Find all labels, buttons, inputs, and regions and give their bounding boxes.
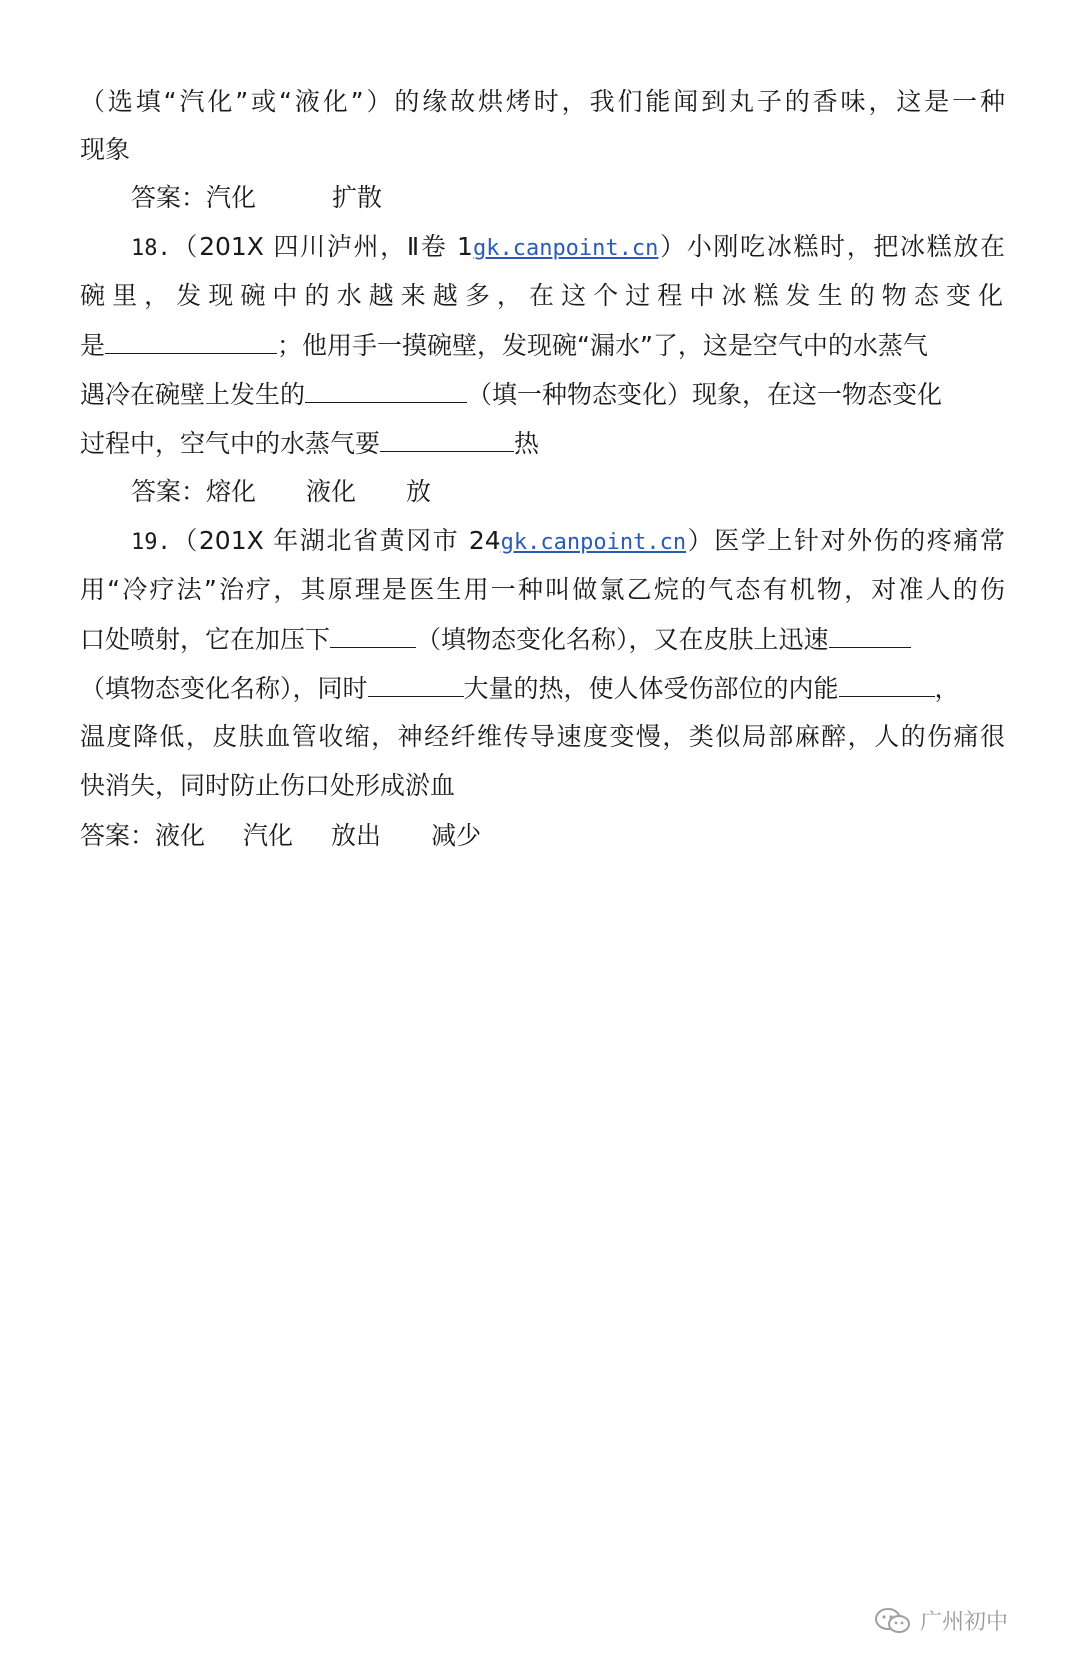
answer-17 [131, 182, 1005, 214]
question-17-text-end: 现象 [80, 135, 131, 164]
answer-value: 汽化 [243, 821, 294, 850]
question-source: （201X 四川泸州，Ⅱ卷 1 [170, 232, 473, 261]
answer-blank[interactable] [380, 427, 514, 452]
question-19-line-2 [80, 574, 1005, 606]
question-19-line-5 [80, 721, 1005, 753]
question-18-line-3 [80, 329, 1005, 362]
answer-blank[interactable] [305, 378, 467, 403]
question-text: 温度降低，皮肤血管收缩，神经纤维传导速度变慢，类似局部麻醉，人的伤痛很 [80, 722, 1005, 751]
question-18-line-1 [131, 231, 1005, 265]
answer-value: 液化 [306, 477, 357, 506]
question-text: 口处喷射，它在加压下 [80, 625, 331, 654]
answer-value: 汽化 [206, 183, 257, 212]
answer-blank[interactable] [105, 329, 277, 354]
question-17-text: （选填“汽化”或“液化”）的缘故烘烤时，我们能闻到丸子的香味，这是一种 [80, 87, 1005, 116]
question-17-continuation-line-1 [80, 86, 1005, 118]
answer-value: 扩散 [332, 183, 383, 212]
answer-label: 答案： [131, 183, 207, 212]
question-18-line-4 [80, 378, 1005, 411]
question-19-line-6 [80, 770, 1005, 802]
question-text: 是 [80, 331, 106, 360]
wechat-icon [874, 1607, 912, 1635]
answer-blank[interactable] [829, 623, 911, 648]
question-18-line-2 [80, 280, 1005, 312]
answer-value: 放 [406, 477, 432, 506]
question-text: 大量的热，使人体受伤部位的内能 [463, 674, 839, 703]
source-link[interactable]: gk.canpoint.cn [472, 236, 659, 261]
question-text: 快消失，同时防止伤口处形成淤血 [80, 771, 456, 800]
question-19-line-1 [131, 525, 1005, 559]
answer-label: 答案： [80, 821, 156, 850]
watermark-text: 广州初中 [919, 1610, 1008, 1635]
question-source: （201X 年湖北省黄冈市 24 [170, 526, 501, 555]
answer-label: 答案： [131, 477, 207, 506]
question-number: 18. [131, 236, 171, 261]
answer-19 [80, 820, 1005, 852]
answer-blank[interactable] [368, 672, 464, 697]
answer-value: 放出 [331, 821, 382, 850]
question-text: 碗里，发现碗中的水越来越多，在这个过程中冰糕发生的物态变化 [80, 281, 1005, 310]
question-text: （填物态变化名称），又在皮肤上迅速 [416, 625, 829, 654]
question-text: （填物态变化名称），同时 [80, 674, 368, 703]
question-text: 用“冷疗法”治疗，其原理是医生用一种叫做氯乙烷的气态有机物，对准人的伤 [80, 575, 1005, 604]
question-text: （填一种物态变化）现象，在这一物态变化 [467, 380, 943, 409]
question-19-line-3 [80, 623, 1005, 656]
question-text: 遇冷在碗壁上发生的 [80, 380, 306, 409]
question-text: ）医学上针对外伤的疼痛常 [686, 526, 1005, 555]
answer-18 [131, 476, 1005, 508]
question-19-line-4 [80, 672, 1005, 705]
answer-value: 减少 [431, 821, 482, 850]
question-17-continuation-line-2 [80, 134, 1005, 166]
answer-value: 熔化 [206, 477, 257, 506]
question-text: ；他用手一摸碗壁，发现碗“漏水”了，这是空气中的水蒸气 [277, 331, 928, 360]
question-18-line-5 [80, 427, 1005, 460]
answer-blank[interactable] [330, 623, 416, 648]
question-text: ）小刚吃冰糕时，把冰糕放在 [658, 232, 1005, 261]
question-number: 19. [131, 530, 171, 555]
question-text: ， [934, 674, 960, 703]
question-text: 热 [514, 429, 540, 458]
source-link[interactable]: gk.canpoint.cn [500, 530, 687, 555]
answer-blank[interactable] [839, 672, 935, 697]
watermark [874, 1605, 1008, 1636]
question-text: 过程中，空气中的水蒸气要 [80, 429, 381, 458]
answer-value: 液化 [155, 821, 206, 850]
